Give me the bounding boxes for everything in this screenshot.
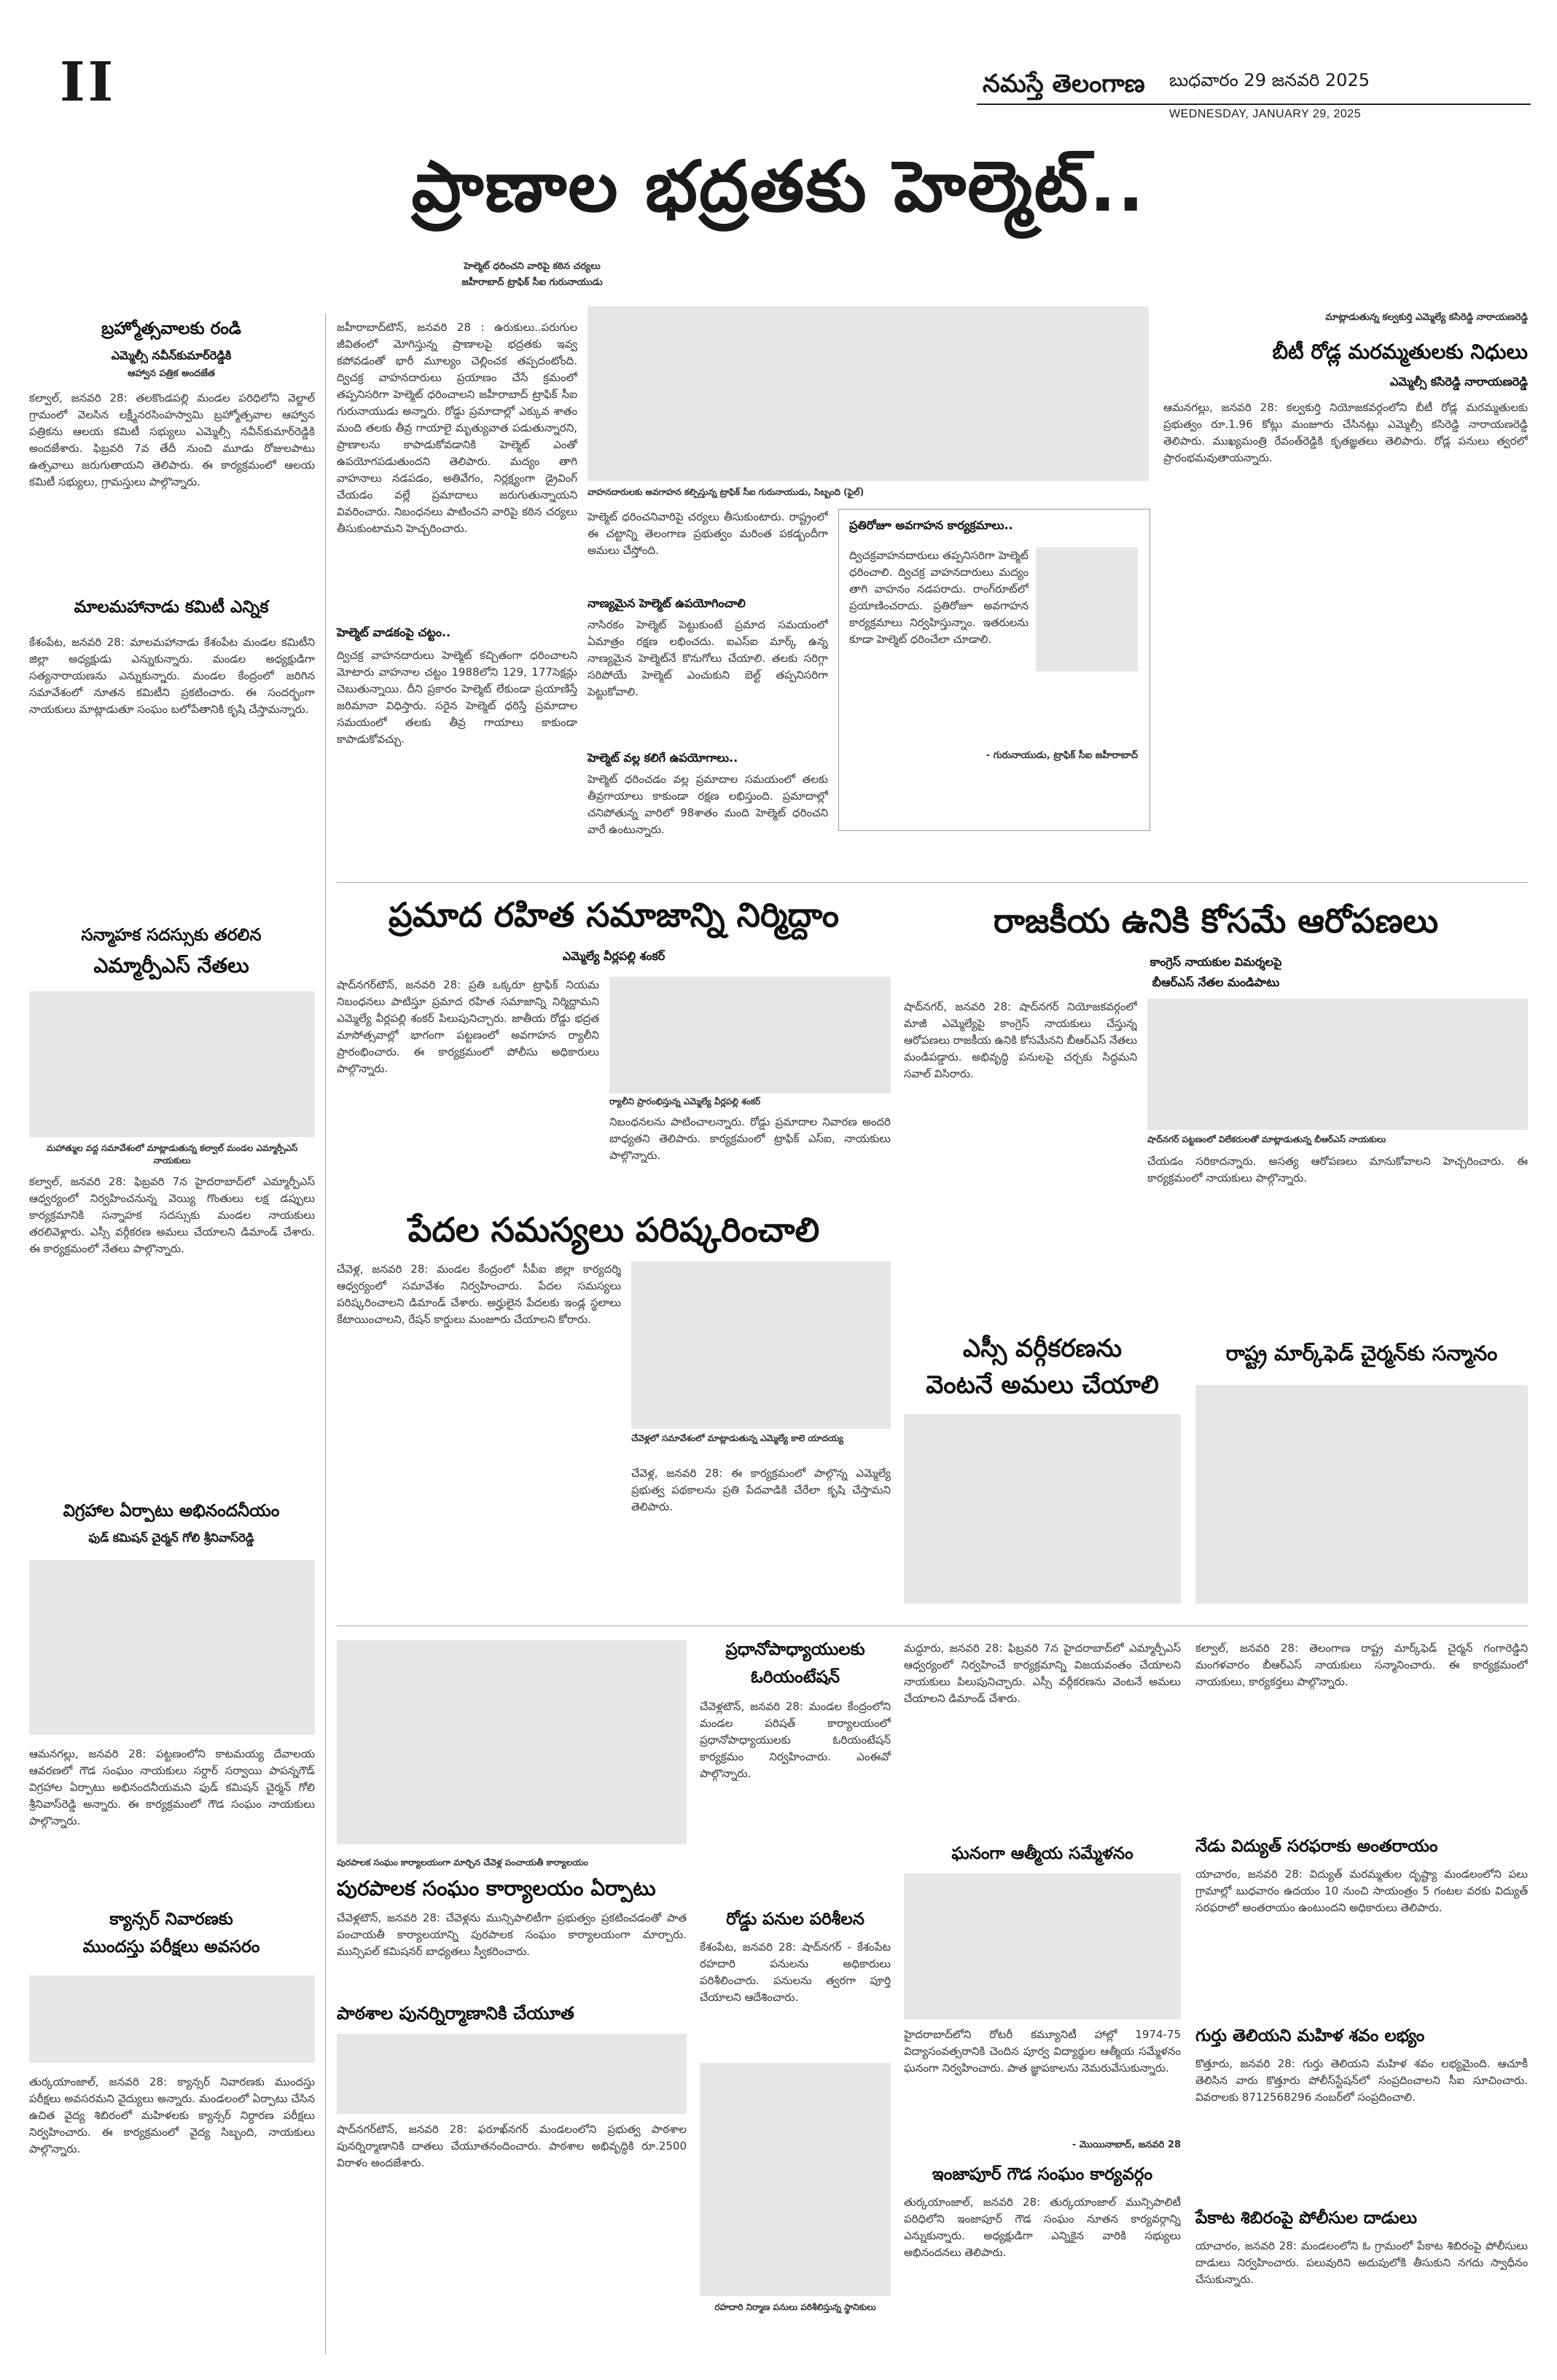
lead-kicker-2: జహీరాబాద్ ట్రాఫిక్ సీఐ గురునాయుడు xyxy=(461,277,603,288)
center-photo-3 xyxy=(337,1640,687,1844)
sidebox-title: ప్రతిరోజూ అవగాహన కార్యక్రమాలు.. xyxy=(849,518,1013,532)
right-headline-3: ఎస్సీ వర్గీకరణను xyxy=(962,1334,1123,1363)
center-article-6: కేశంపేట, జనవరి 28: షాద్‌నగర్‌ - కేశంపేట రహదారి పనులను అధికారులు పరిశీలించారు. పనులను త్వరగా పూర్తి చేయాలని ఆదేశించారు. xyxy=(700,1940,891,2004)
center-article-1: షాద్‌నగర్‌టౌన్‌, జనవరి 28: ప్రతి ఒక్కరూ ట్రాఫిక్‌ నియమ నిబంధనలు పాటిస్తూ ప్రమాద రహిత సమాజాన్ని నిర్మిద్దామని ఎమ్మెల్యే వీర్లపల్లి శంకర్‌ పిలుపునిచ్చారు. జాతీయ రోడ్డు భద్రత మాసోత్సవాల్లో భాగంగా పట్టణంలో అవగాహన ర్యాలీని ప్రారంభించారు. ఈ కార్యక్రమంలో పోలీసు అధికారులు పాల్గొన్నారు. xyxy=(337,978,599,1075)
center-article-4: షాద్‌నగర్‌టౌన్‌, జనవరి 28: ఫరూఖ్‌నగర్‌ మండలంలోని ప్రభుత్వ పాఠశాల పునర్నిర్మాణానికి దాతలు చేయూతనందించారు. పాఠశాల అభివృద్ధికి రూ.2500 విరాళం అందజేశారు. xyxy=(337,2123,687,2169)
lead-headline: ప్రాణాల భద్రతకు హెల్మెట్.. xyxy=(411,146,1146,227)
lead-mid-body: హెల్మెట్‌ ధరించనివారిపై చర్యలు తీసుకుంటారు. రాష్ట్రంలో ఈ చట్టాన్ని తెలంగాణ ప్రభుత్వం మరింత పకడ్బందీగా అమలు చేస్తోంది. xyxy=(588,510,828,557)
right-article-4: హైదరాబాద్‌లోని రోటరీ కమ్యూనిటీ హాల్లో 1974-75 విద్యాసంవత్సరానికి చెందిన పూర్వ విద్యార్థుల ఆత్మీయ సమ్మేళనం ఘనంగా నిర్వహించారు. పాత జ్ఞాపకాలను నెమరువేసుకున్నారు. xyxy=(904,2028,1181,2075)
center-headline-1-sub: ఎమ్మెల్యే వీర్లపల్లి శంకర్‌ xyxy=(562,949,666,963)
lead-photo-caption: వాహనదారులకు అవగాహన కల్పిస్తున్న ట్రాఫిక్‌ సీఐ గురునాయుడు, సిబ్బంది (ఫైల్) xyxy=(588,487,865,497)
left-article-4: ఆమనగల్లు, జనవరి 28: పట్టణంలోని కాటమయ్య దేవాలయ ఆవరణలో గౌడ సంఘం నాయకులు సర్దార్‌ సర్వాయి పాపన్నగౌడ్‌ విగ్రహాల ఏర్పాటు అభినందనీయమని ఫుడ్‌ కమిషన్‌ చైర్మన్‌ గోలి శ్రీనివాస్‌రెడ్డి అన్నారు. ఈ కార్యక్రమంలో గౌడ సంఘం నాయకులు పాల్గొన్నారు. xyxy=(29,1747,315,1827)
masthead: నమస్తే తెలంగాణ xyxy=(983,69,1145,98)
center-article-3: చేవెళ్లటౌన్‌, జనవరి 28: చేవెళ్లను మున్సిపాలిటీగా ప్రభుత్వం ప్రకటించడంతో పాత పంచాయతీ కార్యాలయాన్ని పురపాలక సంఘం కార్యాలయంగా మార్చారు. మున్సిపల్‌ కమిషనర్‌ బాధ్యతలు స్వీకరించారు. xyxy=(337,1911,687,1958)
center-kicker-3: పురపాలక సంఘం కార్యాలయంగా మార్చిన చేవెళ్ల పంచాయతీ కార్యాలయం xyxy=(337,1857,588,1868)
lead-sidebox xyxy=(838,509,1150,831)
lead-sub-body-3: హెల్మెట్‌ ధరించడం వల్ల ప్రమాదాల సమయంలో తలకు తీవ్రగాయాలు కాకుండా రక్షణ లభిస్తుంది. ప్రమాదాల్లో చనిపోతున్న వారిలో 98శాతం మంది హెల్మెట్‌ ధరించని వారే ఉంటున్నారు. xyxy=(588,773,828,836)
center-photo-4 xyxy=(337,2034,687,2114)
date-english: WEDNESDAY, JANUARY 29, 2025 xyxy=(1169,108,1362,120)
sidebox-portrait xyxy=(1036,547,1138,671)
right-article-1: ఆమనగల్లు, జనవరి 28: కల్వకుర్తి నియోజకవర్గంలోని బీటీ రోడ్ల మరమ్మతులకు ప్రభుత్వం రూ.1.96 కోట్లు మంజూరు చేసినట్లు ఎమ్మెల్సీ కసిరెడ్డి నారాయణరెడ్డి తెలిపారు. ముఖ్యమంత్రి రేవంత్‌రెడ్డికి కృతజ్ఞతలు తెలిపారు. రోడ్ల పనులు త్వరలో ప్రారంభమవుతాయన్నారు. xyxy=(1163,401,1528,464)
date-telugu: బుధవారం 29 జనవరి 2025 xyxy=(1169,70,1370,90)
left-headline-4: విగ్రహాల ఏర్పాటు అభినందనీయం xyxy=(63,1502,280,1521)
right-headline-9: పేకాట శిబిరంపై పోలీసుల దాడులు xyxy=(1195,2209,1417,2228)
right-headline-2: రాజకీయ ఉనికి కోసమే ఆరోపణలు xyxy=(993,901,1439,940)
right-photo-2 xyxy=(1147,999,1528,1130)
center-headline-2: పేదల సమస్యలు పరిష్కరించాలి xyxy=(407,1210,820,1249)
left-headline-2: మాలమహానాడు కమిటీ ఎన్నిక xyxy=(74,598,269,617)
sidebox-body: ద్విచక్రవాహనదారులు తప్పనిసరిగా హెల్మెట్‌ ధరించాలి. ద్విచక్ర వాహనదారులు మద్యం తాగి వాహనం నడపరాదు. రాంగ్‌రూట్‌లో ప్రయాణించరాదు. ప్రతిరోజూ అవగాహన కార్యక్రమాలు నిర్వహిస్తున్నాం. ఇతరులను కూడా హెల్మెట్‌ ధరించేలా చూడాలి. xyxy=(849,549,1029,646)
right-headline-2-sub1: కాంగ్రెస్‌ నాయకుల విమర్శలపై xyxy=(1150,955,1282,969)
center-photo-1 xyxy=(609,977,891,1093)
right-article-8: కొత్తూరు, జనవరి 28: గుర్తు తెలియని మహిళ శవం లభ్యమైంది. ఆచూకీ తెలిసిన వారు కొత్తూరు పోలీస్‌స్టేషన్‌లో సంప్రదించాలని సీఐ సూచించారు. వివరాలకు 8712568296 నంబర్‌లో సంప్రదించాలి. xyxy=(1195,2057,1528,2104)
center-headline-5: ప్రధానోపాధ్యాయులకు xyxy=(725,1640,865,1659)
column-divider xyxy=(325,313,326,2354)
lead-photo xyxy=(588,306,1149,481)
left-photo-3 xyxy=(29,1975,315,2063)
right-article-3: మద్దూరు, జనవరి 28: ఫిబ్రవరి 7న హైదరాబాద్‌లో ఎమ్మార్పీఎస్‌ ఆధ్వర్యంలో నిర్వహించే కార్యక్రమాన్ని విజయవంతం చేయాలని నాయకులు పిలుపునిచ్చారు. ఎస్సీ వర్గీకరణను వెంటనే అమలు చేయాలని డిమాండ్‌ చేశారు. xyxy=(904,1642,1181,1705)
center-photo-2 xyxy=(631,1261,891,1429)
right-article-2: షాద్‌నగర్‌, జనవరి 28: షాద్‌నగర్‌ నియోజకవర్గంలో మాజీ ఎమ్మెల్యేపై కాంగ్రెస్‌ నాయకులు చేస్తున్న ఆరోపణలు రాజకీయ ఉనికి కోసమేనని బీఆర్‌ఎస్‌ నేతలు మండిపడ్డారు. అభివృద్ధి పనులపై చర్చకు సిద్ధమని సవాల్‌ విసిరారు. xyxy=(904,1000,1137,1080)
left-article-2: కేశంపేట, జనవరి 28: మాలమహానాడు కేశంపేట మండల కమిటీని జిల్లా అధ్యక్షుడు ఎన్నుకున్నారు. మండల అధ్యక్షుడిగా సత్యనారాయణను ఎన్నుకున్నారు. మండల కేంద్రంలో జరిగిన సమావేశంలో నూతన కమిటీని ప్రకటించారు. ఈ సందర్భంగా నాయకులు మాట్లాడుతూ సంఘం బలోపేతానికి కృషి చేస్తామన్నారు. xyxy=(29,636,315,716)
right-article-2b: చేయడం సరికాదన్నారు. అసత్య ఆరోపణలు మానుకోవాలని హెచ్చరించారు. ఈ కార్యక్రమంలో నాయకులు పాల్గొన్నారు. xyxy=(1147,1155,1528,1185)
right-article-9: యాచారం, జనవరి 28: మండలంలోని ఓ గ్రామంలో పేకాట శిబిరంపై పోలీసులు దాడులు నిర్వహించారు. పలువురిని అదుపులోకి తీసుకుని నగదు స్వాధీనం చేసుకున్నారు. xyxy=(1195,2239,1528,2286)
lead-subhead-3: హెల్మెట్‌ వల్ల కలిగే ఉపయోగాలు.. xyxy=(588,751,738,765)
left-headline-5b: ముందస్తు పరీక్షలు అవసరం xyxy=(82,1938,260,1956)
lead-subhead-2: నాణ్యమైన హెల్మెట్‌ ఉపయోగించాలి xyxy=(588,596,746,610)
left-article-3: కల్వాల్‌, జనవరి 28: ఫిబ్రవరి 7న హైదరాబాద్‌లో ఎమ్మార్పీఎస్‌ ఆధ్వర్యంలో నిర్వహించనున్న వెయ్యి గొంతులు లక్ష డప్పులు కార్యక్రమానికి సన్నాహక సదస్సుకు మండల నాయకులు తరలివెళ్లారు. ఎస్సీ వర్గీకరణ అమలు చేయాలని డిమాండ్‌ చేశారు. ఈ కార్యక్రమంలో నేతలు పాల్గొన్నారు. xyxy=(29,1175,315,1255)
left-headline-3b: ఎమ్మార్పీఎస్‌ నేతలు xyxy=(93,953,249,978)
left-headline-5: క్యాన్సర్‌ నివారణకు xyxy=(109,1910,233,1929)
right-kicker-1: మాట్లాడుతున్న కల్వకుర్తి ఎమ్మెల్యే కసిరెడ్డి నారాయణరెడ్డి xyxy=(1325,312,1528,323)
band-rule xyxy=(337,882,1528,883)
center-headline-1: ప్రమాద రహిత సమాజాన్ని నిర్మిద్దాం xyxy=(388,895,840,935)
right-headline-2-sub2: బీఆర్‌ఎస్‌ నేతల మండిపాటు xyxy=(1152,975,1280,989)
right-photo-2-caption: షాద్‌నగర్‌ పట్టణంలో విలేకరులతో మాట్లాడుతున్న బీఆర్‌ఎస్‌ నాయకులు xyxy=(1147,1134,1386,1144)
right-photo-4 xyxy=(904,1873,1181,2019)
left-photo xyxy=(29,991,315,1137)
right-article-6: కల్వాల్‌, జనవరి 28: తెలంగాణ రాష్ట్ర మార్క్‌ఫెడ్‌ చైర్మన్‌ గంగారెడ్డిని మంగళవారం బీఆర్‌ఎస్‌ నాయకులు సన్మానించారు. ఈ కార్యక్రమంలో నాయకులు, కార్యకర్తలు పాల్గొన్నారు. xyxy=(1195,1642,1528,1688)
lead-kicker: హెల్మెట్ ధరించని వారిపై కఠిన చర్యలు xyxy=(464,261,601,272)
left-article-1: కల్వాల్‌, జనవరి 28: తలకొండపల్లి మండల పరిధిలోని వెల్జాల్‌ గ్రామంలో వెలసిన లక్ష్మీనరసింహస్వామి బ్రహ్మోత్సవాల ఆహ్వాన పత్రికను ఆలయ కమిటీ సభ్యులు ఎమ్మెల్సీ నవీన్‌కుమార్‌రెడ్డికి అందజేశారు. ఫిబ్రవరి 7వ తేదీ నుంచి మూడు రోజులపాటు ఉత్సవాలు జరుగుతాయని తెలిపారు. ఈ కార్యక్రమంలో ఆలయ కమిటీ సభ్యులు, గ్రామస్తులు పాల్గొన్నారు. xyxy=(29,391,315,488)
right-article-5: తుర్కయాంజాల్‌, జనవరి 28: తుర్కయాంజాల్‌ మున్సిపాలిటీ పరిధిలోని ఇంజాపూర్‌ గౌడ సంఘం నూతన కార్యవర్గాన్ని ఎన్నుకున్నారు. అధ్యక్షుడిగా ఎన్నికైన వారికి సభ్యులు అభినందనలు తెలిపారు. xyxy=(904,2196,1181,2259)
left-article-5: తుర్కయాంజాల్‌, జనవరి 28: క్యాన్సర్‌ నివారణకు ముందస్తు పరీక్షలు అవసరమని వైద్యులు అన్నారు. మండలంలో ఏర్పాటు చేసిన ఉచిత వైద్య శిబిరంలో మహిళలకు క్యాన్సర్‌ నిర్ధారణ పరీక్షలు నిర్వహించారు. ఈ కార్యక్రమంలో వైద్య సిబ్బంది, నాయకులు పాల్గొన్నారు. xyxy=(29,2075,315,2155)
center-photo-5-caption: రహదారి నిర్మాణ పనులు పరిశీలిస్తున్న స్థానికులు xyxy=(714,2302,876,2312)
left-headline-4-sub: ఫుడ్‌ కమిషన్‌ చైర్మన్‌ గోలి శ్రీనివాస్‌రెడ్డి xyxy=(88,1531,254,1545)
lead-sub-body-2: నాసిరకం హెల్మెట్‌ పెట్టుకుంటే ప్రమాద సమయంలో ఏమాత్రం రక్షణ లభించదు. ఐఎస్‌ఐ మార్క్‌ ఉన్న నాణ్యమైన హెల్మెట్‌నే కొనుగోలు చేయాలి. తలకు సరిగ్గా సరిపోయే హెల్మెట్‌ ఎంచుకుని బెల్ట్‌ తప్పనిసరిగా పెట్టుకోవాలి. xyxy=(588,618,828,698)
center-article-2: చేవెళ్ల, జనవరి 28: మండల కేంద్రంలో సీపీఐ జిల్లా కార్యదర్శి ఆధ్వర్యంలో సమావేశం నిర్వహించారు. పేదల సమస్యలు పరిష్కరించాలని డిమాండ్‌ చేశారు. అర్హులైన పేదలకు ఇండ్ల స్థలాలు కేటాయించాలని, రేషన్‌ కార్డులు మంజూరు చేయాలని కోరారు. xyxy=(337,1263,621,1326)
left-headline-1: బ్రహ్మోత్సవాలకు రండి xyxy=(101,319,241,338)
left-photo-2 xyxy=(29,1560,315,1735)
right-article-4-sign: - మొయినాబాద్‌, జనవరి 28 xyxy=(1072,2139,1181,2150)
center-photo-1-caption: ర్యాలీని ప్రారంభిస్తున్న ఎమ్మెల్యే వీర్లపల్లి శంకర్‌ xyxy=(609,1096,761,1107)
center-article-1b: నిబంధనలను పాటించాలన్నారు. రోడ్డు ప్రమాదాల నివారణ అందరి బాధ్యతని తెలిపారు. కార్యక్రమంలో ట్రాఫిక్‌ ఎస్‌ఐ, నాయకులు పాల్గొన్నారు. xyxy=(609,1115,891,1162)
center-headline-6: రోడ్డు పనుల పరిశీలన xyxy=(726,1910,865,1929)
lead-sub-body-1: ద్విచక్ర వాహనదారులు హెల్మెట్‌ కచ్చితంగా ధరించాలని మోటారు వాహనాల చట్టం 1988లోని 129, 177సెక్షన్లు చెబుతున్నాయి. దీని ప్రకారం హెల్మెట్‌ లేకుండా ప్రయాణిస్తే జరిమానా విధిస్తారు. సరైన హెల్మెట్‌ ధరిస్తే ప్రమాదాల సమయంలో తలకు తీవ్ర గాయాలు కాకుండా కాపాడుకోవచ్చు. xyxy=(337,649,577,746)
center-article-2b: చేవెళ్ల, జనవరి 28: ఈ కార్యక్రమంలో పాల్గొన్న ఎమ్మెల్యే ప్రభుత్వ పథకాలను ప్రతి పేదవాడికి చేరేలా కృషి చేస్తామని తెలిపారు. xyxy=(631,1467,891,1513)
right-photo-3 xyxy=(904,1414,1181,1604)
right-article-7: యాచారం, జనవరి 28: విద్యుత్‌ మరమ్మతుల దృష్ట్యా మండలంలోని పలు గ్రామాల్లో బుధవారం ఉదయం 10 నుంచి సాయంత్రం 5 గంటల వరకు విద్యుత్‌ సరఫరాలో అంతరాయం ఉంటుందని అధికారులు తెలిపారు. xyxy=(1195,1868,1528,1914)
right-headline-5: ఇంజాపూర్‌ గౌడ సంఘం కార్యవర్గం xyxy=(932,2165,1153,2184)
center-article-5: చేవెళ్లటౌన్‌, జనవరి 28: మండల కేంద్రంలోని మండల పరిషత్‌ కార్యాలయంలో ప్రధానోపాధ్యాయులకు ఓరియంటేషన్‌ కార్యక్రమం నిర్వహించారు. ఎంఈవో పాల్గొన్నారు. xyxy=(700,1700,891,1780)
left-headline-3: సన్మాహక సదస్సుకు తరలిన xyxy=(81,926,262,945)
page-number: II xyxy=(60,51,117,114)
center-headline-5b: ఓరియంటేషన్‌ xyxy=(751,1668,840,1687)
right-headline-3b: వెంటనే అమలు చేయాలి xyxy=(926,1370,1159,1400)
right-headline-6: రాష్ట్ర మార్క్‌ఫెడ్‌ చైర్మన్‌కు సన్మానం xyxy=(1225,1341,1498,1365)
center-headline-4: పాఠశాల పునర్నిర్మాణానికి చేయూత xyxy=(337,2003,574,2024)
sidebox-signature: - గురునాయుడు, ట్రాఫిక్‌ సీఐ జహీరాబాద్‌ xyxy=(986,750,1138,761)
right-headline-8: గుర్తు తెలియని మహిళ శవం లభ్యం xyxy=(1195,2026,1425,2045)
center-photo-2-caption: చేవెళ్లలో సమావేశంలో మాట్లాడుతున్న ఎమ్మెల్యే కాలె యాదయ్య xyxy=(631,1433,843,1443)
right-headline-7: నేడు విద్యుత్‌ సరఫరాకు అంతరాయం xyxy=(1195,1837,1438,1856)
lead-subhead-1: హెల్మెట్‌ వాడకంపై చట్టం.. xyxy=(337,625,451,639)
left-photo-caption: మహాత్ముల వద్ద సమావేశంలో మాట్లాడుతున్న కల్వాల్‌ మండల ఎమ్మార్పీఎస్‌ నాయకులు xyxy=(46,1143,298,1166)
center-headline-3: పురపాలక సంఘం కార్యాలయం ఏర్పాటు xyxy=(337,1876,656,1900)
right-headline-1: బీటీ రోడ్ల మరమ్మతులకు నిధులు xyxy=(1272,340,1528,364)
header-rule xyxy=(977,104,1531,105)
right-headline-4: ఘనంగా ఆత్మీయ సమ్మేళనం xyxy=(951,1844,1133,1863)
left-headline-1-sub2: ఆహ్వాన పత్రిక అందజేత xyxy=(128,368,215,379)
lead-body: జహీరాబాద్‌టౌన్‌, జనవరి 28 : ఉరుకులు..పరుగుల జీవితంలో మోగిస్తున్న ప్రాణాలపై భద్రతకు ఇవ్వ కపోవడంతో భారీ మూల్యం చెల్లించక తప్పదంటోంది. ద్విచక్ర వాహనదారులు ప్రయాణం చేసే క్రమంలో తప్పనిసరిగా హెల్మెట్‌ ధరించాలని జహీరాబాద్‌ ట్రాఫిక్‌ సీఐ గురునాయుడు అన్నారు. రోడ్డు ప్రమాదాల్లో ఎక్కువ శాతం మంది తలకు తీవ్ర గాయాలై మృత్యువాత పడుతున్నారని, ప్రాణాలను కాపాడుకోవడానికి హెల్మెట్‌ ఎంతో ఉపయోగపడుతుందని తెలిపారు. మద్యం తాగి వాహనాలు నడపడం, అతివేగం, నిర్లక్ష్యంగా డ్రైవింగ్‌ చేయడం వల్లే ప్రమాదాలు జరుగుతున్నాయని వివరించారు. నిబంధనలు పాటించని వారిపై కఠిన చర్యలు తీసుకుంటామని హెచ్చరించారు. xyxy=(337,321,577,535)
center-photo-5 xyxy=(700,2063,891,2296)
right-headline-1-sub: ఎమ్మెల్సీ కసిరెడ్డి నారాయణరెడ్డి xyxy=(1389,375,1528,389)
left-headline-1-sub: ఎమ్మెల్సీ నవీన్‌కుమార్‌రెడ్డికి xyxy=(111,348,232,362)
right-photo-6 xyxy=(1195,1385,1528,1604)
